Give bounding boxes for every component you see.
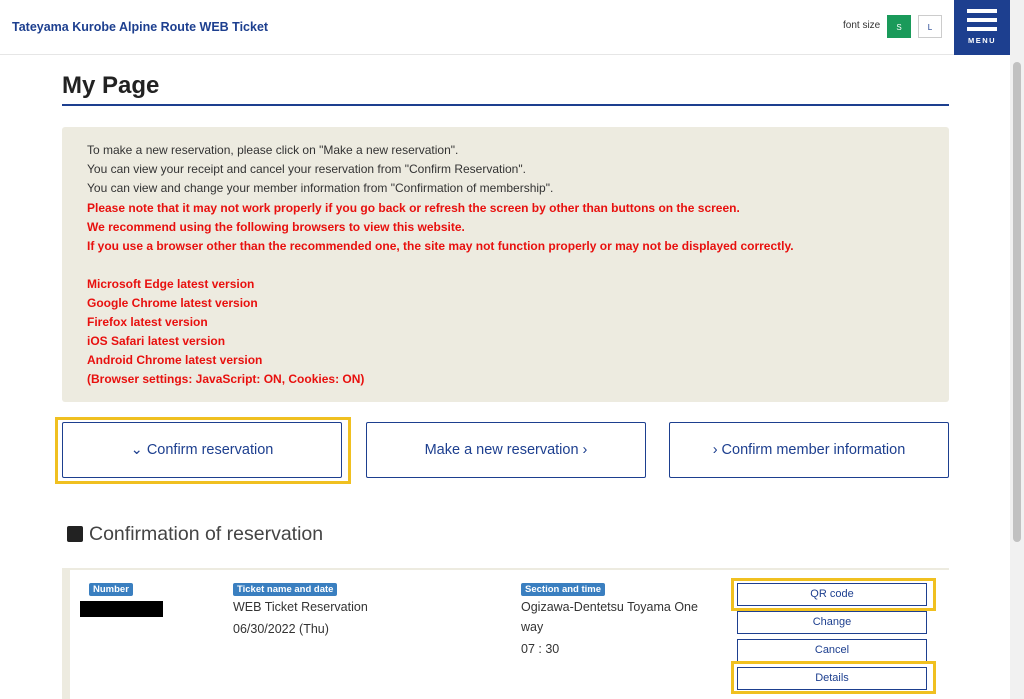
title-underline <box>62 104 949 106</box>
font-size-small-button[interactable]: S <box>887 15 911 38</box>
number-badge: Number <box>89 583 133 596</box>
font-size-label: font size <box>843 20 881 31</box>
page-scrollbar[interactable] <box>1010 0 1024 699</box>
confirm-reservation-button[interactable]: ⌄ Confirm reservation <box>62 422 342 478</box>
warning-line: If you use a browser other than the recommended one, the site may not function properly or may not be displayed correctly. <box>87 239 794 253</box>
site-brand-link[interactable]: Tateyama Kurobe Alpine Route WEB Ticket <box>12 20 269 34</box>
menu-label: MENU <box>967 36 997 45</box>
details-button[interactable]: Details <box>737 667 927 690</box>
browser-line: Microsoft Edge latest version <box>87 277 255 291</box>
page-title: My Page <box>62 72 160 99</box>
browser-line: (Browser settings: JavaScript: ON, Cookies: ON) <box>87 372 365 386</box>
notice-line: You can view your receipt and cancel your reservation from "Confirm Reservation". <box>87 162 526 176</box>
reservation-number-redacted <box>80 601 163 617</box>
section-badge: Section and time <box>521 583 605 596</box>
notice-line: To make a new reservation, please click on "Make a new reservation". <box>87 143 459 157</box>
change-button[interactable]: Change <box>737 611 927 634</box>
section-name: Ogizawa-Dentetsu Toyama One <box>521 600 698 614</box>
confirm-member-info-button[interactable]: › Confirm member information <box>669 422 949 478</box>
font-size-large-button[interactable]: L <box>918 15 942 38</box>
browser-line: iOS Safari latest version <box>87 334 226 348</box>
departure-time: 07 : 30 <box>521 642 560 656</box>
menu-button[interactable] <box>954 0 1010 55</box>
browser-line: Firefox latest version <box>87 315 208 329</box>
make-new-reservation-button[interactable]: Make a new reservation › <box>366 422 646 478</box>
section-name-cont: way <box>521 620 544 634</box>
ticket-date: 06/30/2022 (Thu) <box>233 622 329 636</box>
browser-line: Android Chrome latest version <box>87 353 263 367</box>
cancel-button[interactable]: Cancel <box>737 639 927 662</box>
section-title: Confirmation of reservation <box>89 523 324 545</box>
notice-box <box>62 127 949 402</box>
qr-code-button[interactable]: QR code <box>737 583 927 606</box>
browser-line: Google Chrome latest version <box>87 296 258 310</box>
ticket-name: WEB Ticket Reservation <box>233 600 368 614</box>
ticket-badge: Ticket name and date <box>233 583 337 596</box>
warning-line: Please note that it may not work properly if you go back or refresh the screen by other than buttons on the screen. <box>87 201 740 215</box>
warning-line: We recommend using the following browsers to view this website. <box>87 220 465 234</box>
scrollbar-thumb[interactable] <box>1013 62 1021 542</box>
site-header <box>0 0 1010 55</box>
section-square-icon <box>67 526 83 542</box>
notice-line: You can view and change your member information from "Confirmation of membership". <box>87 181 554 195</box>
